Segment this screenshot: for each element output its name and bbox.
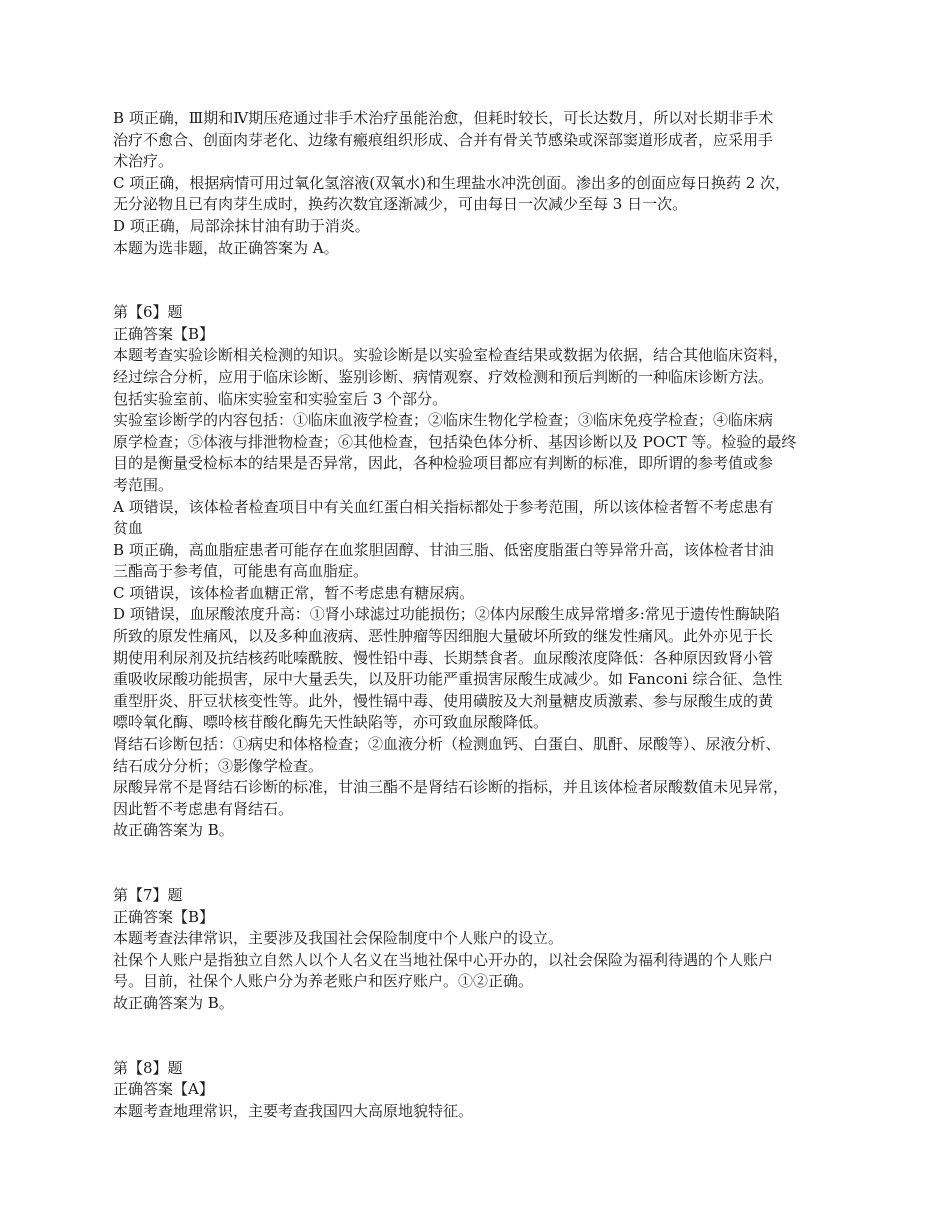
text-line: B 项正确，高血脂症患者可能存在血浆胆固醇、甘油三脂、低密度脂蛋白等异常升高，该体检者甘油 — [113, 540, 774, 559]
text-line: A 项错误，该体检者检查项目中有关血红蛋白相关指标都处于参考范围，所以该体检者暂不考虑患有 — [113, 497, 774, 516]
text-line: 因此暂不考虑患有肾结石。 — [113, 799, 294, 818]
section-spacer — [113, 259, 843, 302]
text-line: 期使用利尿剂及抗结核药吡嗪酰胺、慢性铅中毒、长期禁食者。血尿酸浓度降低：各种原因致肾小管 — [113, 648, 774, 667]
text-line: D 项正确，局部涂抹甘油有助于消炎。 — [113, 216, 370, 235]
correct-answer: 正确答案【B】 — [113, 324, 215, 343]
text-line: 本题考查地理常识，主要考查我国四大高原地貌特征。 — [113, 1101, 474, 1120]
text-line: 本题考查实验诊断相关检测的知识。实验诊断是以实验室检查结果或数据为依据，结合其他临床资料， — [113, 346, 789, 365]
text-line: 目的是衡量受检标本的结果是否异常，因此，各种检验项目都应有判断的标准，即所谓的参考值或参 — [113, 454, 774, 473]
section-spacer — [113, 842, 843, 885]
text-line: 所致的原发性痛风，以及多种血液病、恶性肿瘤等因细胞大量破坏所致的继发性痛风。此外亦见于长 — [113, 627, 774, 646]
question-number: 第【8】题 — [113, 1058, 183, 1077]
question-8 — [113, 1058, 843, 1123]
text-line: 无分泌物且已有肉芽生成时，换药次数宜逐渐减少，可由每日一次减少至每 3 日一次。 — [113, 195, 688, 214]
text-line: 包括实验室前、临床实验室和实验室后 3 个部分。 — [113, 389, 448, 408]
text-line: 实验室诊断学的内容包括：①临床血液学检查；②临床生物化学检查；③临床免疫学检查；④临床病 — [113, 411, 774, 430]
text-line: 原学检查；⑤体液与排泄物检查；⑥其他检查，包括染色体分析、基因诊断以及 POCT 等。检验的最终 — [113, 432, 797, 451]
text-line: 考范围。 — [113, 475, 174, 494]
text-line: 嘌呤氧化酶、嘌呤核苷酸化酶先天性缺陷等，亦可致血尿酸降低。 — [113, 713, 549, 732]
text-line: 重吸收尿酸功能损害，尿中大量丢失，以及肝功能严重损害尿酸生成减少。如 Fanconi 综合征、急性 — [113, 670, 783, 689]
text-line: 号。目前，社保个人账户分为养老账户和医疗账户。①②正确。 — [113, 972, 534, 991]
question-7 — [113, 885, 843, 1015]
document-page — [113, 108, 843, 1122]
text-line: 肾结石诊断包括：①病史和体格检查；②血液分析（检测血钙、白蛋白、肌酐、尿酸等）、尿液分析、 — [113, 735, 781, 754]
text-line: 结石成分分析；③影像学检查。 — [113, 756, 324, 775]
text-line: 故正确答案为 B。 — [113, 993, 234, 1012]
text-line: C 项正确，根据病情可用过氧化氢溶液(双氧水)和生理盐水冲洗创面。渗出多的创面应每日换药 2 次， — [113, 173, 791, 192]
question-6 — [113, 302, 843, 842]
text-line: 治疗不愈合、创面肉芽老化、边缘有瘢痕组织形成、合并有骨关节感染或深部窦道形成者，应采用手 — [113, 130, 774, 149]
text-line: 尿酸异常不是肾结石诊断的标准，甘油三酯不是肾结石诊断的指标，并且该体检者尿酸数值未见异常， — [113, 778, 789, 797]
section-spacer — [113, 1015, 843, 1058]
text-line: 三酯高于参考值，可能患有高血脂症。 — [113, 562, 369, 581]
text-line: 重型肝炎、肝豆状核变性等。此外，慢性镉中毒、使用磺胺及大剂量糖皮质激素、参与尿酸生成的黄 — [113, 691, 774, 710]
text-line: 术治疗。 — [113, 152, 174, 171]
intro-block — [113, 108, 843, 259]
text-line: 本题为选非题，故正确答案为 A。 — [113, 238, 339, 257]
text-line: 社保个人账户是指独立自然人以个人名义在当地社保中心开办的，以社会保险为福利待遇的个人账户 — [113, 950, 774, 969]
correct-answer: 正确答案【A】 — [113, 1080, 214, 1099]
correct-answer: 正确答案【B】 — [113, 907, 215, 926]
question-number: 第【7】题 — [113, 886, 183, 904]
text-line: B 项正确，Ⅲ期和Ⅳ期压疮通过非手术治疗虽能治愈，但耗时较长，可长达数月，所以对长期非手术 — [113, 109, 774, 127]
text-line: 故正确答案为 B。 — [113, 821, 234, 840]
text-line: 贫血 — [113, 519, 144, 538]
text-line: 本题考查法律常识，主要涉及我国社会保险制度中个人账户的设立。 — [113, 929, 564, 948]
text-line: 经过综合分析，应用于临床诊断、鉴别诊断、病情观察、疗效检测和预后判断的一种临床诊断方法。 — [113, 367, 774, 386]
text-line: C 项错误，该体检者血糖正常，暂不考虑患有糖尿病。 — [113, 583, 475, 602]
text-line: D 项错误，血尿酸浓度升高：①肾小球滤过功能损伤；②体内尿酸生成异常增多:常见于遗传性酶缺陷 — [113, 605, 780, 624]
question-number: 第【6】题 — [113, 303, 183, 322]
